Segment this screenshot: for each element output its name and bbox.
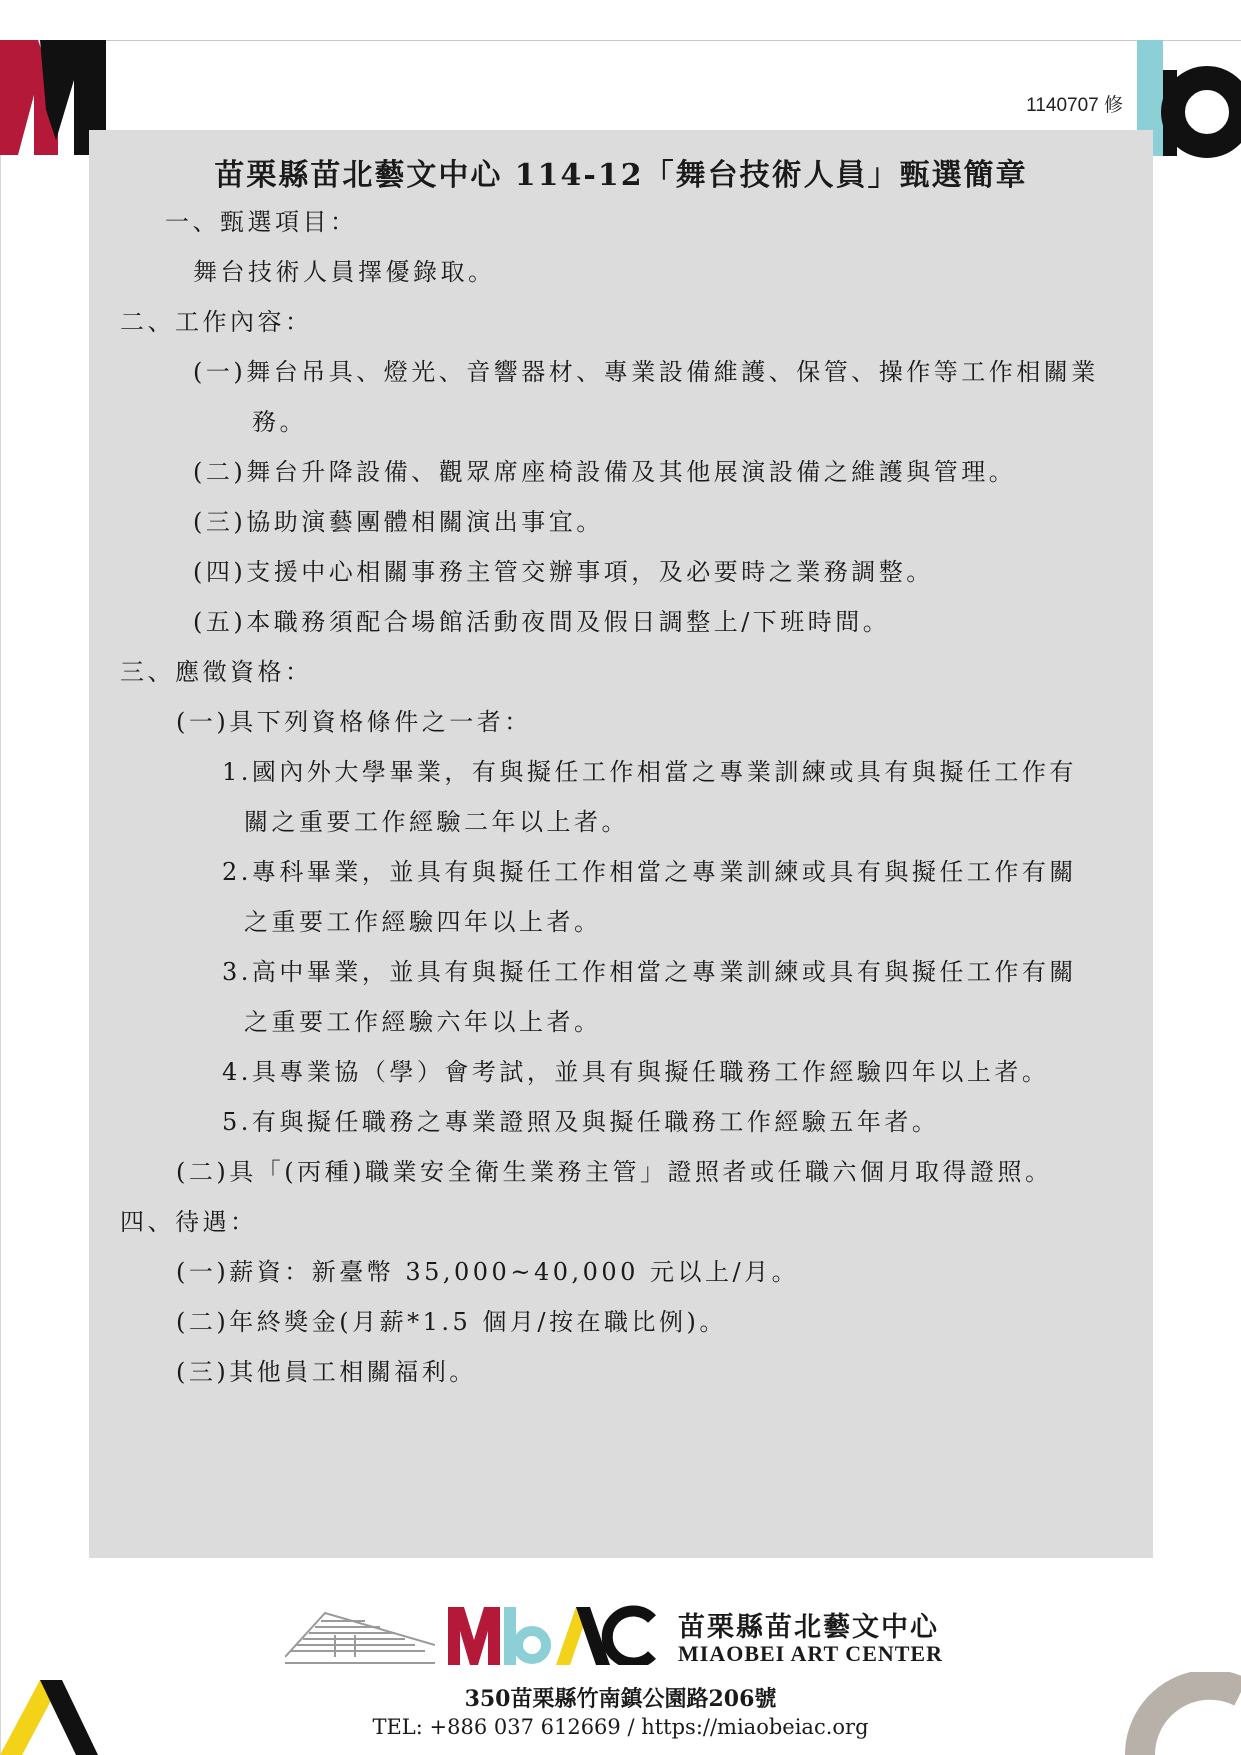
list-item: (一)舞台吊具、燈光、音響器材、專業設備維護、保管、操作等工作相關業	[193, 358, 1099, 386]
org-name-en: MIAOBEI ART CENTER	[678, 1641, 943, 1666]
page-title: 苗栗縣苗北藝文中心 114-12「舞台技術人員」甄選簡章	[214, 158, 1028, 193]
sub-list-item: 2.專科畢業，並具有與擬任工作相當之專業訓練或具有與擬任工作有關	[222, 858, 1077, 886]
building-illustration-icon	[285, 1605, 435, 1665]
section-heading: 一、甄選項目：	[165, 208, 358, 236]
footer-address: 350苗栗縣竹南鎮公園路206號	[464, 1686, 777, 1712]
footer-brand	[280, 1605, 960, 1685]
sub-list-item-continuation: 之重要工作經驗六年以上者。	[244, 1008, 602, 1036]
sub-list-item: 1.國內外大學畢業，有與擬任工作相當之專業訓練或具有與擬任工作有	[222, 758, 1077, 786]
list-item: (五)本職務須配合場館活動夜間及假日調整上/下班時間。	[193, 608, 891, 636]
sub-list-item: 5.有與擬任職務之專業證照及與擬任職務工作經驗五年者。	[222, 1108, 940, 1136]
sub-list-item: 3.高中畢業，並具有與擬任工作相當之專業訓練或具有與擬任工作有關	[222, 958, 1077, 986]
mbac-logo	[448, 1605, 658, 1665]
body-line: 舞台技術人員擇優錄取。	[193, 258, 496, 286]
sub-list-item-continuation: 之重要工作經驗四年以上者。	[244, 908, 602, 936]
footer-contact: TEL: +886 037 612669 / https://miaobeiac.org	[372, 1715, 869, 1739]
org-name-zh: 苗栗縣苗北藝文中心	[678, 1612, 939, 1643]
revision-note: 1140707 修	[1026, 95, 1123, 116]
list-item: (三)其他員工相關福利。	[176, 1358, 477, 1386]
list-item: (一)薪資：新臺幣 35,000~40,000 元以上/月。	[176, 1258, 800, 1286]
section-heading: 三、應徵資格：	[120, 658, 313, 686]
list-item: (二)舞台升降設備、觀眾席座椅設備及其他展演設備之維護與管理。	[193, 458, 1017, 486]
list-item: (二)年終獎金(月薪*1.5 個月/按在職比例)。	[176, 1308, 727, 1336]
list-item: (二)具「(丙種)職業安全衛生業務主管」證照者或任職六個月取得證照。	[176, 1158, 1053, 1186]
section-heading: 四、待遇：	[120, 1208, 258, 1236]
list-item: (三)協助演藝團體相關演出事宜。	[193, 508, 604, 536]
list-item: (四)支援中心相關事務主管交辦事項，及必要時之業務調整。	[193, 558, 934, 586]
left-rule	[0, 40, 1, 1755]
list-item: (一)具下列資格條件之一者：	[176, 708, 532, 736]
top-rule	[0, 40, 1241, 41]
list-item-continuation: 務。	[252, 408, 307, 436]
sub-list-item-continuation: 關之重要工作經驗二年以上者。	[244, 808, 629, 836]
sub-list-item: 4.具專業協（學）會考試，並具有與擬任職務工作經驗四年以上者。	[222, 1058, 1050, 1086]
section-heading: 二、工作內容：	[120, 308, 313, 336]
content-panel	[89, 130, 1153, 1558]
